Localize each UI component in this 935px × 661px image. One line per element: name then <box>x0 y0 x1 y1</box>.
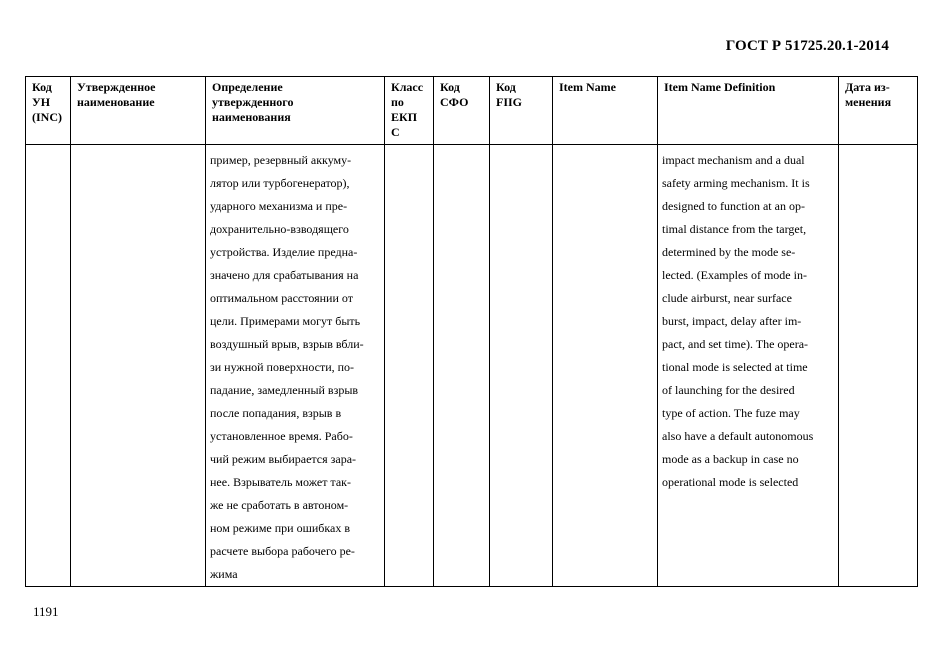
col-header-sfo-code <box>434 77 490 145</box>
col-header-approved-name <box>71 77 206 145</box>
text-line: после попадания, взрыв в <box>210 406 342 420</box>
text-line: designed to function at an op- <box>662 199 805 213</box>
text-line: расчете выбора рабочего ре- <box>210 544 355 558</box>
header-line: Код <box>496 80 516 94</box>
text-line: clude airburst, near surface <box>662 291 792 305</box>
col-header-item-name-definition <box>658 77 839 145</box>
header-line: Item Name <box>559 80 616 94</box>
cell-item-name <box>553 145 658 587</box>
page-number: 1191 <box>33 604 59 619</box>
text-line: impact mechanism and a dual <box>662 153 805 167</box>
text-line: воздушный врыв, взрыв вбли- <box>210 337 364 351</box>
text-line: mode as a backup in case no <box>662 452 799 466</box>
col-header-ekps-class <box>385 77 434 145</box>
text-line: ном режиме при ошибках в <box>210 521 350 535</box>
header-line: Код <box>32 80 52 94</box>
text-line: also have a default autonomous <box>662 429 814 443</box>
text-line: же не сработать в автоном- <box>210 498 349 512</box>
text-line: safety arming mechanism. It is <box>662 176 810 190</box>
text-line: tional mode is selected at time <box>662 360 808 374</box>
header-line: FIIG <box>496 95 523 109</box>
col-header-definition <box>206 77 385 145</box>
text-line: падание, замедленный взрыв <box>210 383 359 397</box>
text-line: operational mode is selected <box>662 475 799 489</box>
text-line: установленное время. Рабо- <box>210 429 353 443</box>
header-line: Дата из- <box>845 80 890 94</box>
header-line: Утвержденное <box>77 80 156 94</box>
text-line: пример, резервный аккуму- <box>210 153 352 167</box>
col-header-inc <box>26 77 71 145</box>
text-line: lected. (Examples of mode in- <box>662 268 807 282</box>
header-line: утвержденного <box>212 95 294 109</box>
header-line: по <box>391 95 404 109</box>
text-line: determined by the mode se- <box>662 245 796 259</box>
text-line: of launching for the desired <box>662 383 795 397</box>
table-row <box>26 145 918 587</box>
header-line: менения <box>845 95 892 109</box>
cell-ekps-class <box>385 145 434 587</box>
standard-number: ГОСТ Р 51725.20.1-2014 <box>725 38 889 54</box>
table-header-row <box>26 77 918 145</box>
header-line: Класс <box>391 80 424 94</box>
text-line: зи нужной поверхности, по- <box>210 360 355 374</box>
text-line: дохранительно-взводящего <box>210 222 349 236</box>
header-line: (INC) <box>32 110 62 124</box>
text-line: нее. Взрыватель может так- <box>210 475 351 489</box>
header-line: УН <box>32 95 51 109</box>
header-line: СФО <box>440 95 469 109</box>
col-header-item-name <box>553 77 658 145</box>
header-line: наименования <box>212 110 291 124</box>
cell-change-date <box>839 145 918 587</box>
cell-item-name-definition <box>658 145 839 587</box>
text-line: лятор или турбогенератор), <box>210 176 350 190</box>
item-name-definition-text <box>658 145 838 494</box>
col-header-fiig-code <box>490 77 553 145</box>
text-line: чий режим выбирается зара- <box>210 452 357 466</box>
cell-inc <box>26 145 71 587</box>
col-header-change-date <box>839 77 918 145</box>
text-line: timal distance from the target, <box>662 222 807 236</box>
cell-sfo-code <box>434 145 490 587</box>
cell-fiig-code <box>490 145 553 587</box>
header-line: наименование <box>77 95 155 109</box>
text-line: жима <box>210 567 238 581</box>
catalog-table <box>25 76 918 587</box>
definition-text <box>206 145 384 586</box>
text-line: type of action. The fuze may <box>662 406 800 420</box>
cell-approved-name <box>71 145 206 587</box>
text-line: burst, impact, delay after im- <box>662 314 802 328</box>
text-line: pact, and set time). The opera- <box>662 337 809 351</box>
header-line: Определение <box>212 80 283 94</box>
header-line: Item Name Definition <box>664 80 776 94</box>
text-line: устройства. Изделие предна- <box>210 245 358 259</box>
header-line: ЕКП <box>391 110 418 124</box>
text-line: цели. Примерами могут быть <box>210 314 361 328</box>
header-line: Код <box>440 80 460 94</box>
text-line: значено для срабатывания на <box>210 268 359 282</box>
text-line: оптимальном расстоянии от <box>210 291 353 305</box>
header-line: С <box>391 125 400 139</box>
cell-definition <box>206 145 385 587</box>
text-line: ударного механизма и пре- <box>210 199 348 213</box>
